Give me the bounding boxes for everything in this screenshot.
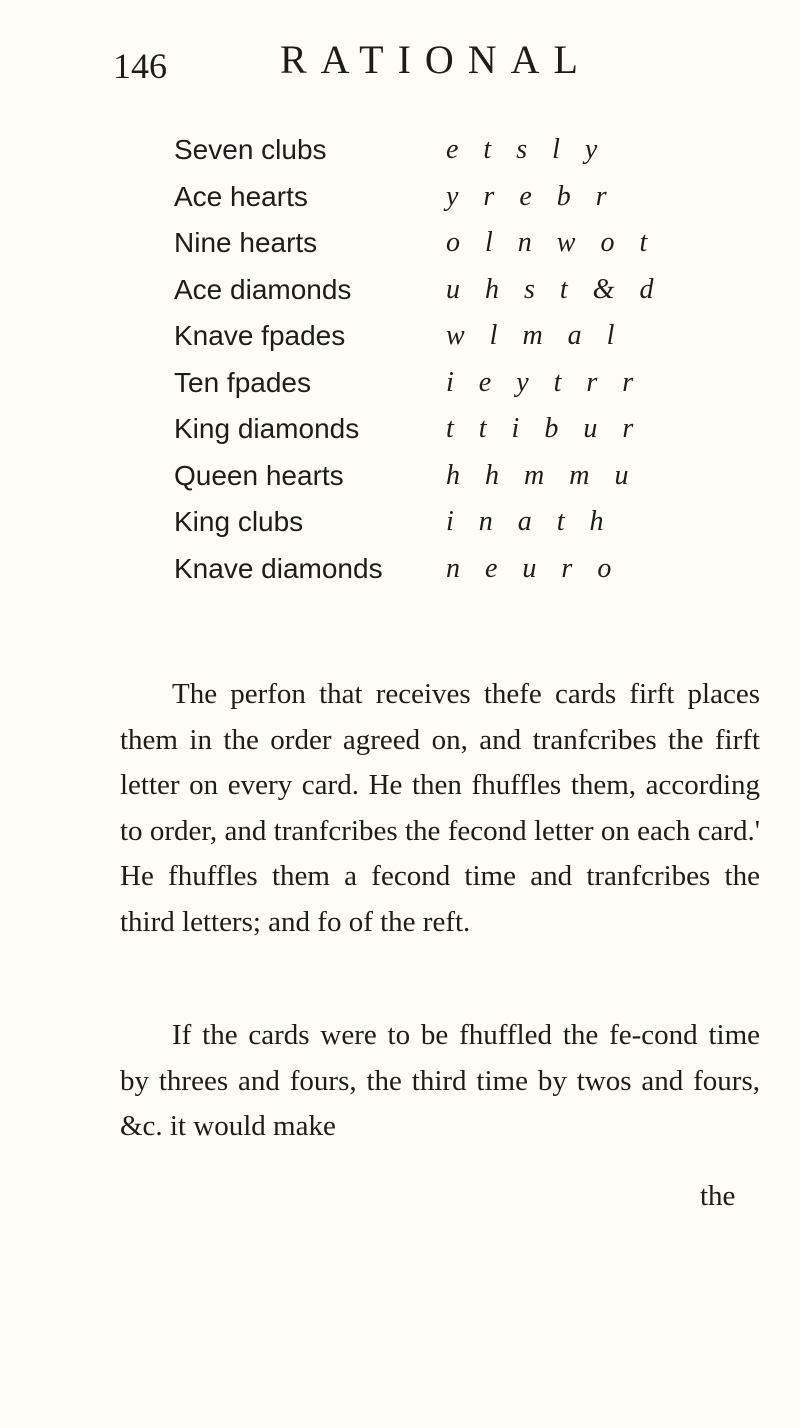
running-head: RATIONAL	[280, 37, 592, 82]
card-letters: i e y t r r	[446, 366, 642, 398]
card-letters: h h m m u	[446, 459, 637, 491]
card-letters: n e u r o	[446, 552, 620, 584]
card-name: Ace diamonds	[174, 273, 352, 305]
body-paragraph: The perfon that receives thefe cards firft places them in the order agreed on, and tranfcribes the firft letter on every card. He then fhuffles them, according to order, and tranfcribes the fecond letter on each card.' He fhuffles them a fecond time and tranfcribes the third letters; and fo of the reft.	[120, 678, 760, 938]
card-name: Ace hearts	[174, 180, 308, 212]
card-letters: y r e b r	[446, 180, 615, 212]
card-letters: e t s l y	[446, 134, 606, 165]
cipher-row	[174, 504, 754, 551]
cipher-row	[174, 318, 754, 365]
card-letters: i n a t h	[446, 506, 612, 537]
card-name: Nine hearts	[174, 227, 318, 258]
cipher-row	[174, 551, 754, 598]
cipher-row	[174, 272, 754, 319]
page-number: 146	[113, 46, 167, 86]
card-name: Queen hearts	[174, 459, 344, 491]
card-letters: o l n w o t	[446, 227, 656, 258]
body-paragraph: If the cards were to be fhuffled the fe-cond time by threes and fours, the third time by twos and fours, &c. it would make	[120, 1019, 760, 1142]
catchword: the	[700, 1180, 736, 1212]
cipher-row	[174, 225, 754, 272]
card-name: Seven clubs	[174, 134, 327, 165]
cipher-row	[174, 458, 754, 505]
card-letters: w l m a l	[446, 320, 623, 351]
card-name: King clubs	[174, 506, 304, 537]
card-letters: t t i b u r	[446, 413, 642, 444]
cipher-row	[174, 411, 754, 458]
card-name: Ten fpades	[174, 366, 311, 398]
card-name: Knave fpades	[174, 320, 346, 351]
cipher-table	[174, 132, 754, 597]
card-name: King diamonds	[174, 413, 360, 444]
card-name: Knave diamonds	[174, 552, 383, 584]
cipher-row	[174, 132, 754, 179]
card-letters: u h s t & d	[446, 273, 662, 305]
cipher-row	[174, 179, 754, 226]
cipher-row	[174, 365, 754, 412]
